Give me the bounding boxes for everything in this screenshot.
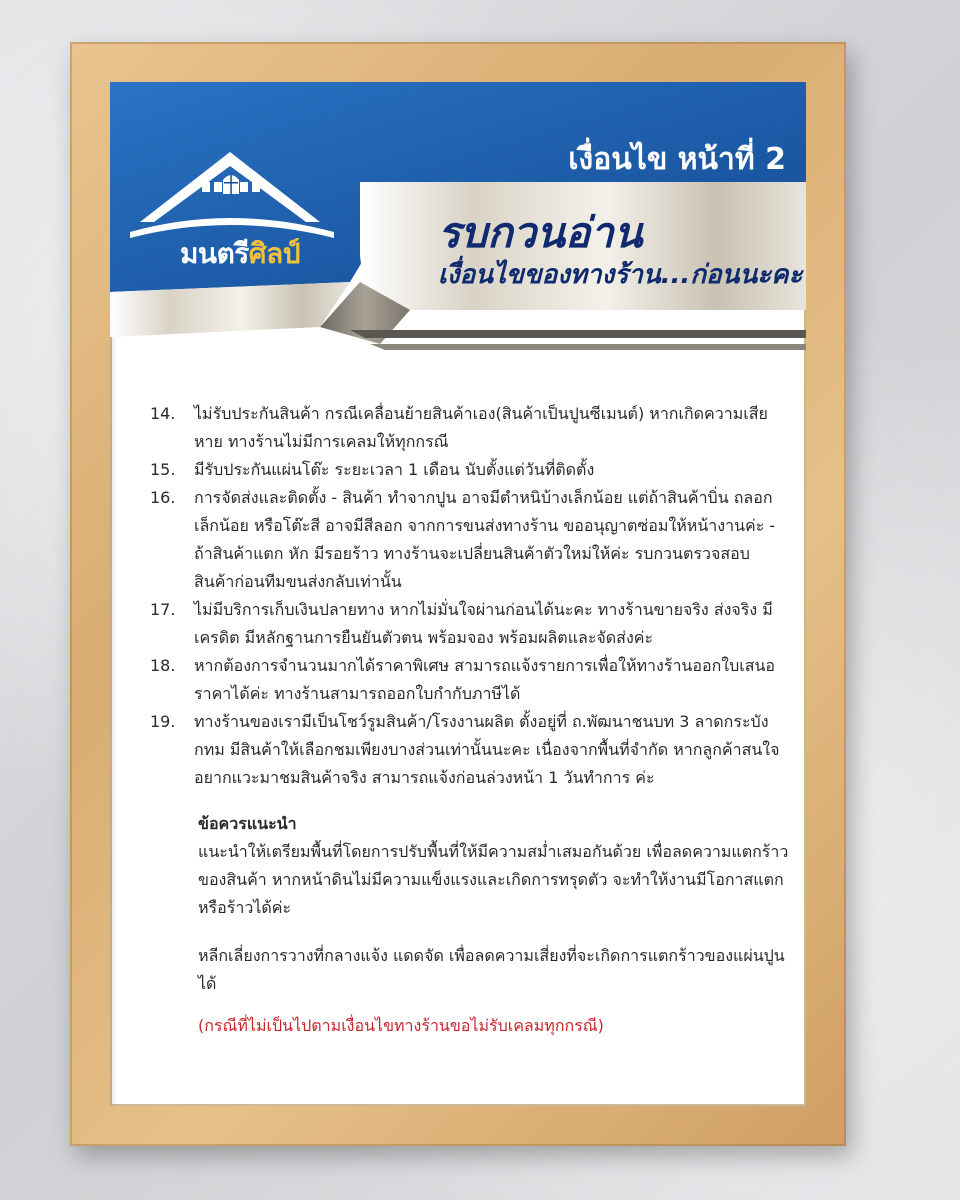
term-item-17 [150, 596, 790, 652]
term-item-19 [150, 708, 790, 792]
notice-sheet [110, 82, 806, 1106]
term-text: หากต้องการจำนวนมากได้ราคาพิเศษ สามารถแจ้งรายการเพื่อให้ทางร้านออกใบเสนอราคาได้ค่ะ ทางร้านสามารถออกใบกำกับภาษีได้ [194, 656, 776, 703]
picture-frame [70, 42, 846, 1146]
term-number: 15. [150, 460, 176, 479]
term-text: ไม่รับประกันสินค้า กรณีเคลื่อนย้ายสินค้าเอง(สินค้าเป็นปูนซีเมนต์) หากเกิดความเสียหาย ทางร้านไม่มีการเคลมให้ทุกกรณี [194, 404, 768, 451]
term-text: การจัดส่งและติดตั้ง - สินค้า ทำจากปูน อาจมีตำหนิบ้างเล็กน้อย แต่ถ้าสินค้าบิ่น ถลอก เล็กน้อย หรือโต๊ะสี อาจมีสีลอก จากการขนส่งทางร้าน ขออนุญาตซ่อมให้หน้างานค่ะ - ถ้าสินค้าแตก หัก มีรอยร้าว ทางร้านจะเปลี่ยนสินค้าตัวใหม่ให้ค่ะ รบกวนตรวจสอบสินค้าก่อนทีมขนส่งกลับเท่านั้น [194, 488, 776, 591]
advice-paragraph: หลีกเลี่ยงการวางที่กลางแจ้ง แดดจัด เพื่อลดความเสี่ยงที่จะเกิดการแตกร้าวของแผ่นปูนได้ [198, 946, 785, 993]
advice-heading: ข้อควรแนะนำ [198, 814, 297, 833]
page-title: รบกวนอ่าน [438, 208, 643, 257]
term-number: 17. [150, 600, 176, 619]
term-number: 19. [150, 712, 176, 731]
page-subtitle: เงื่อนไขของทางร้าน...ก่อนนะคะ [438, 260, 803, 290]
terms-list [150, 400, 790, 792]
term-item-18 [150, 652, 790, 708]
term-item-15 [150, 456, 790, 484]
terms-content [150, 400, 790, 1040]
term-number: 16. [150, 488, 176, 507]
advice-paragraph: แนะนำให้เตรียมพื้นที่โดยการปรับพื้นที่ให้มีความสม่ำเสมอกันด้วย เพื่อลดความแตกร้าวของสินค้า หากหน้าดินไม่มีความแข็งแรงและเกิดการทรุดตัว จะทำให้งานมีโอกาสแตกหรือร้าวได้ค่ะ [198, 842, 789, 917]
term-text: มีรับประกันแผ่นโต๊ะ ระยะเวลา 1 เดือน นับตั้งแต่วันที่ติดตั้ง [194, 460, 595, 479]
page-label: เงื่อนไข หน้าที่ 2 [568, 142, 786, 177]
term-number: 18. [150, 656, 176, 675]
term-number: 14. [150, 404, 176, 423]
term-item-14 [150, 400, 790, 456]
term-text: ทางร้านของเรามีเป็นโชว์รูมสินค้า/โรงงานผลิต ตั้งอยู่ที่ ถ.พัฒนาชนบท 3 ลาดกระบัง กทม มีสินค้าให้เลือกชมเพียงบางส่วนเท่านั้นนะคะ เนื่องจากพื้นที่จำกัด หากลูกค้าสนใจอยากแวะมาชมสินค้าจริง สามารถแจ้งก่อนล่วงหน้า 1 วันทำการ ค่ะ [194, 712, 780, 787]
advice-section [150, 810, 790, 1040]
term-item-16 [150, 484, 790, 596]
term-text: ไม่มีบริการเก็บเงินปลายทาง หากไม่มั่นใจผ่านก่อนได้นะคะ ทางร้านขายจริง ส่งจริง มีเครดิต มีหลักฐานการยืนยันตัวตน พร้อมจอง พร้อมผลิตและจัดส่งค่ะ [194, 600, 773, 647]
claim-disclaimer: (กรณีที่ไม่เป็นไปตามเงื่อนไขทางร้านขอไม่รับเคลมทุกกรณี) [198, 1016, 604, 1035]
brand-logo-text: มนตรีศิลป์ [179, 237, 301, 270]
